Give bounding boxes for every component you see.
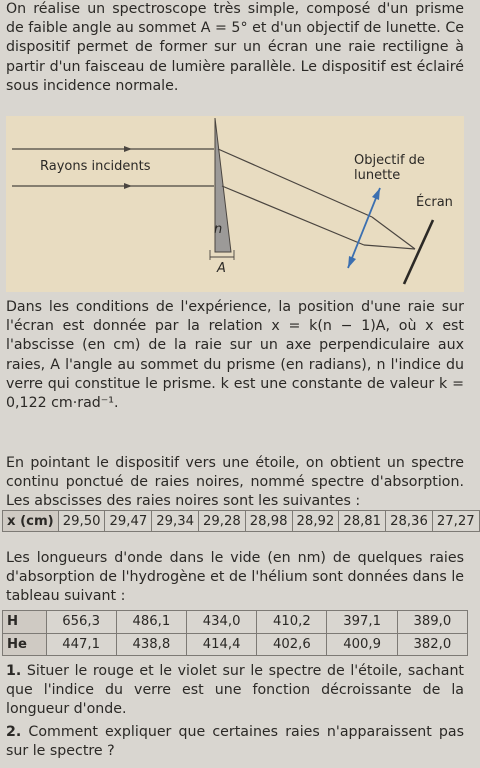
abscissa-cell: 28,92 bbox=[292, 511, 339, 532]
converging-ray-bottom bbox=[364, 245, 415, 249]
screen-label: Écran bbox=[416, 195, 453, 210]
wavelength-cell: 389,0 bbox=[397, 611, 467, 634]
abscissa-table bbox=[2, 510, 480, 532]
objective-lens bbox=[348, 188, 380, 268]
relation-paragraph: Dans les conditions de l'expérience, la position d'une raie sur l'écran est donnée par la relation x = k(n − 1)A, où x est l'abscisse (en cm) de la raie sur un axe perpendiculaire aux raies, A l'angle au sommet du prisme (en radians), n l'indice du verre qui constitue le prisme. k est une constante de valeur k = 0,122 cm·rad⁻¹. bbox=[6, 299, 464, 412]
deviated-ray-top bbox=[218, 149, 372, 217]
wavelength-cell: 397,1 bbox=[327, 611, 397, 634]
question-2-number: 2. bbox=[6, 724, 22, 740]
screen bbox=[404, 220, 433, 284]
wavelength-cell: 486,1 bbox=[116, 611, 186, 634]
wavelength-cell: 414,4 bbox=[187, 633, 257, 656]
abscissa-cell: 28,81 bbox=[339, 511, 386, 532]
wavelength-paragraph: Les longueurs d'onde dans le vide (en nm) de quelques raies d'absorption de l'hydrogène et de l'hélium sont données dans le tableau suivant : bbox=[6, 550, 464, 605]
wavelength-cell: 402,6 bbox=[257, 633, 327, 656]
intro-paragraph: On réalise un spectroscope très simple, composé d'un prisme de faible angle au sommet A = 5° et d'un objectif de lunette. Ce dispositif permet de former sur un écran une raie rectiligne à partir d'un faisceau de lumière parallèle. Le dispositif est éclairé sous incidence normale. bbox=[6, 1, 464, 94]
wavelength-cell: 656,3 bbox=[46, 611, 116, 634]
wavelength-cell: 410,2 bbox=[257, 611, 327, 634]
incident-ray-bottom-arrow bbox=[124, 183, 132, 189]
abscissa-cell: 29,34 bbox=[152, 511, 199, 532]
deviated-ray-bottom bbox=[222, 186, 364, 245]
wavelength-cell: 400,9 bbox=[327, 633, 397, 656]
wavelength-table bbox=[2, 610, 468, 656]
angle-label: A bbox=[217, 261, 226, 276]
wavelength-cell: 438,8 bbox=[116, 633, 186, 656]
index-label: n bbox=[214, 222, 223, 237]
question-2-text: Comment expliquer que certaines raies n'apparaissent pas sur le spectre ? bbox=[6, 724, 464, 760]
lens-arrow-bottom bbox=[348, 256, 356, 268]
element-header: He bbox=[3, 633, 47, 656]
spectroscope-figure bbox=[6, 116, 464, 292]
question-1-number: 1. bbox=[6, 663, 22, 679]
question-1 bbox=[6, 662, 464, 720]
question-1-text: Situer le rouge et le violet sur le spectre de l'étoile, sachant que l'indice du verre est une fonction décroissante de la longueur d'onde. bbox=[6, 663, 464, 718]
lens-arrow-top bbox=[372, 188, 380, 200]
wavelength-cell: 382,0 bbox=[397, 633, 467, 656]
abscissa-cell: 29,28 bbox=[199, 511, 246, 532]
table-row bbox=[3, 611, 468, 634]
element-header: H bbox=[3, 611, 47, 634]
table-row bbox=[3, 511, 480, 532]
question-2 bbox=[6, 723, 464, 761]
converging-ray-top bbox=[372, 217, 415, 249]
abscissa-cell: 29,50 bbox=[58, 511, 105, 532]
abscissa-cell: 28,36 bbox=[386, 511, 433, 532]
abscissa-cell: 29,47 bbox=[105, 511, 152, 532]
spectroscope-diagram bbox=[6, 116, 464, 292]
abscissa-header: x (cm) bbox=[3, 511, 59, 532]
table-row bbox=[3, 633, 468, 656]
objective-label: Objectif de lunette bbox=[354, 153, 425, 183]
incident-ray-top-arrow bbox=[124, 146, 132, 152]
wavelength-cell: 434,0 bbox=[187, 611, 257, 634]
rays-label: Rayons incidents bbox=[40, 159, 151, 174]
wavelength-cell: 447,1 bbox=[46, 633, 116, 656]
abscissa-cell: 28,98 bbox=[245, 511, 292, 532]
spectrum-paragraph: En pointant le dispositif vers une étoile, on obtient un spectre continu ponctué de raies noires, nommé spectre d'absorption. Les abscisses des raies noires sont les suivantes : bbox=[6, 455, 464, 510]
abscissa-cell: 27,27 bbox=[432, 511, 479, 532]
